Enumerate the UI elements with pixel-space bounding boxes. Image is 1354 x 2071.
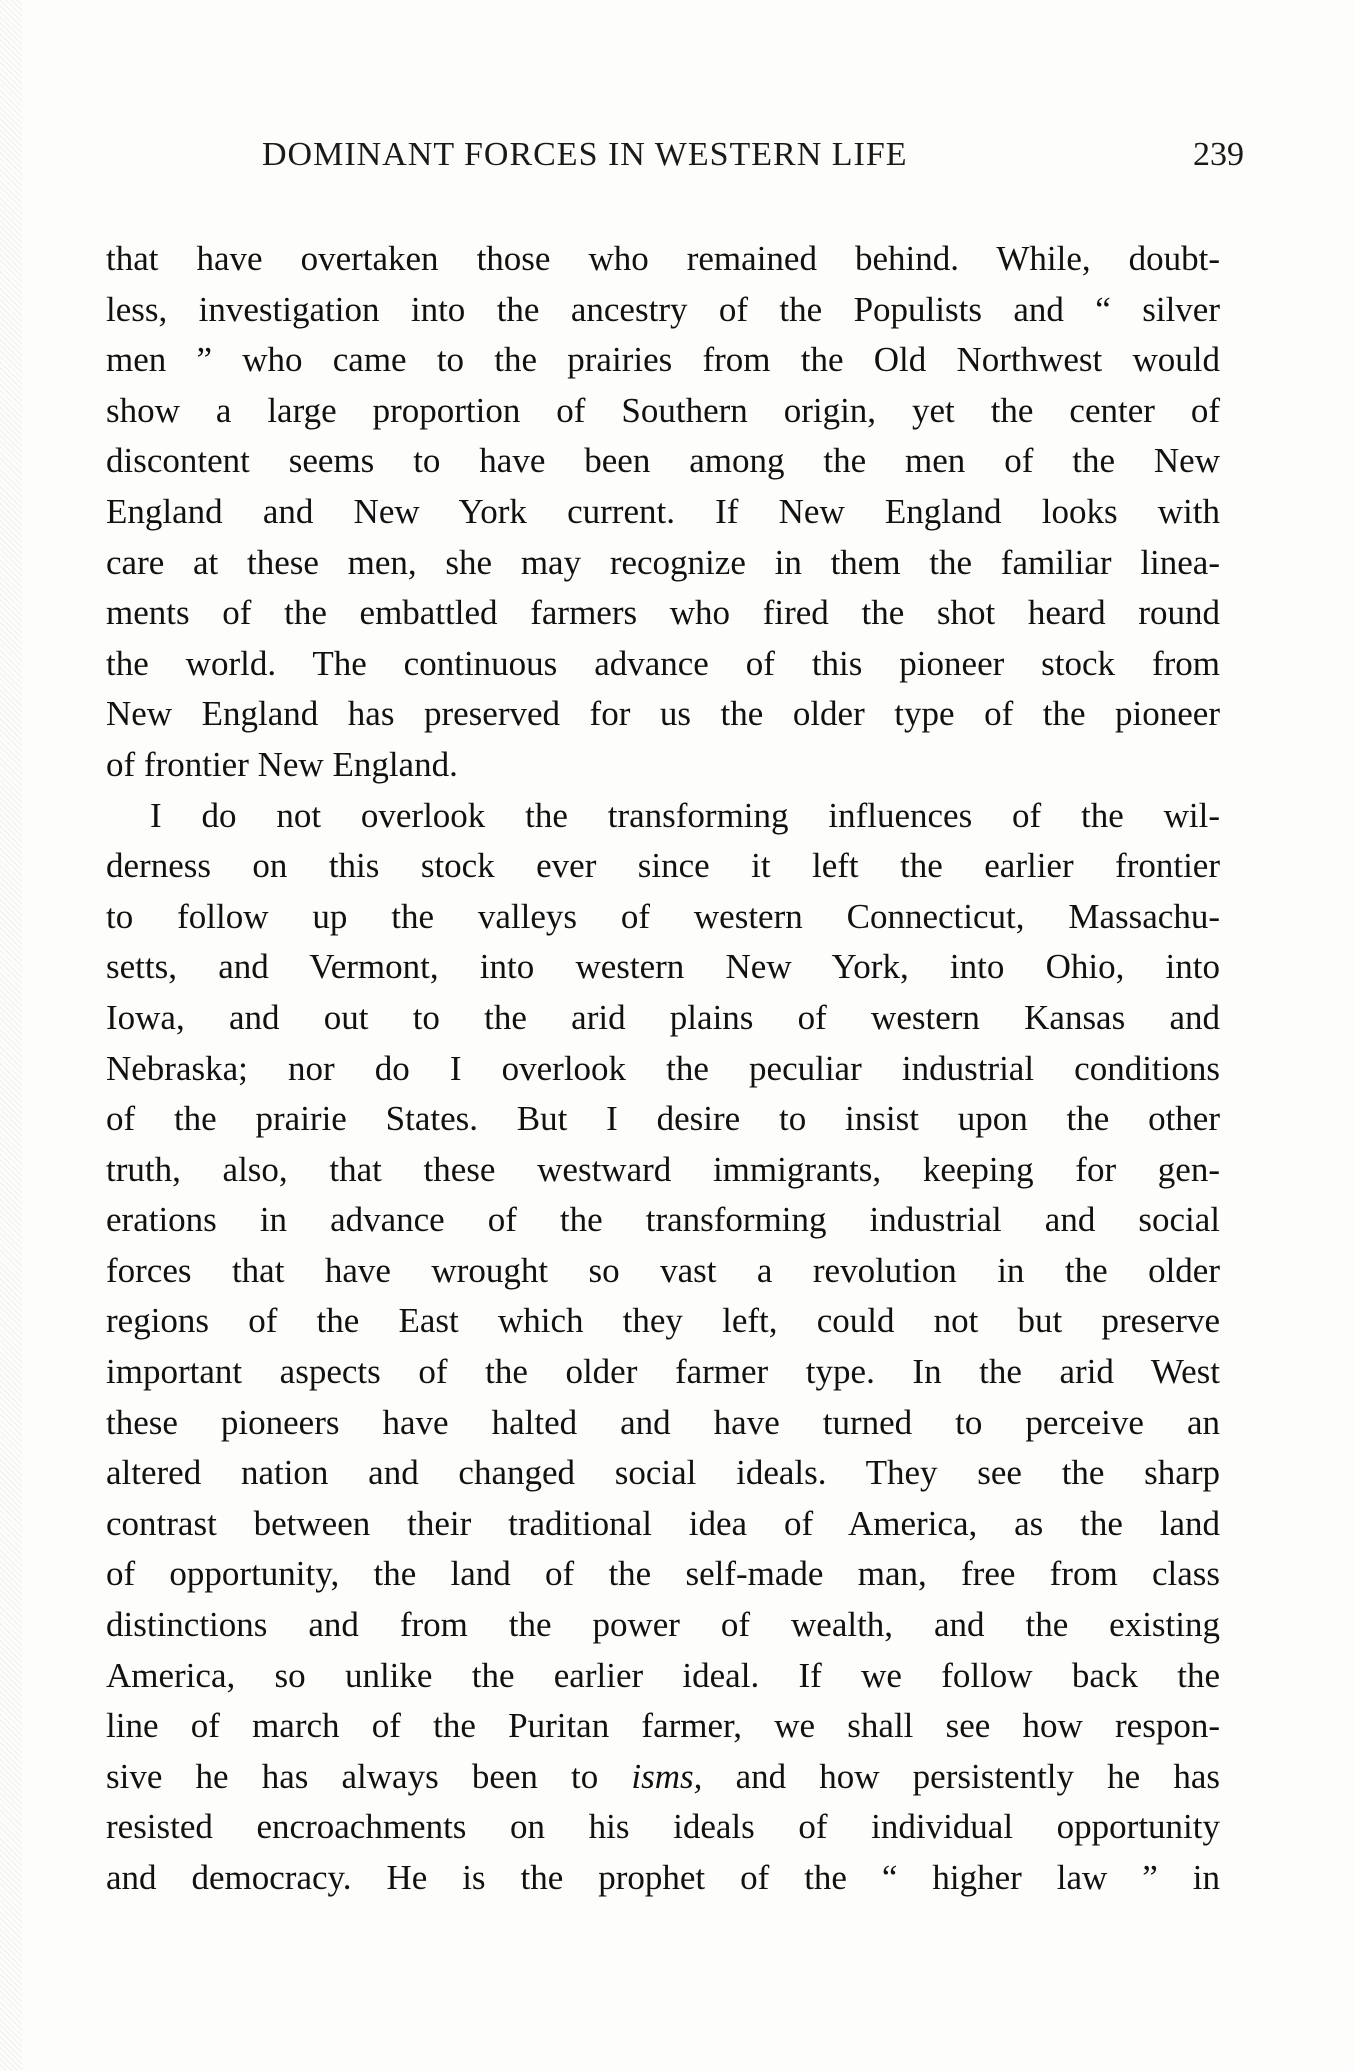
text-line: show a large proportion of Southern origin, yet the center of bbox=[106, 390, 1220, 430]
page-number: 239 bbox=[1193, 136, 1244, 173]
text-line: of frontier New England. bbox=[106, 744, 458, 784]
text-line: contrast between their traditional idea of America, as the land bbox=[106, 1503, 1220, 1543]
text-line: ments of the embattled farmers who fired the shot heard round bbox=[106, 593, 1220, 633]
text-line: important aspects of the older farmer type. In the arid West bbox=[106, 1352, 1220, 1392]
text-line: of opportunity, the land of the self-made man, free from class bbox=[106, 1554, 1220, 1594]
text-line: Iowa, and out to the arid plains of western Kansas and bbox=[106, 997, 1220, 1037]
text-line: that have overtaken those who remained behind. While, doubt- bbox=[106, 239, 1220, 278]
text-line: regions of the East which they left, could not but preserve bbox=[106, 1301, 1220, 1341]
text-line: men ” who came to the prairies from the Old Northwest would bbox=[106, 340, 1220, 380]
text-line: altered nation and changed social ideals. They see the sharp bbox=[106, 1453, 1220, 1493]
text-line: truth, also, that these westward immigrants, keeping for gen- bbox=[106, 1149, 1220, 1189]
text-line: the world. The continuous advance of this pioneer stock from bbox=[106, 643, 1220, 683]
text-line: America, so unlike the earlier ideal. If we follow back the bbox=[106, 1655, 1220, 1695]
text-line: I do not overlook the transforming influences of the wil- bbox=[150, 795, 1220, 835]
text-line: distinctions and from the power of wealth, and the existing bbox=[106, 1605, 1220, 1645]
text-line: discontent seems to have been among the men of the New bbox=[106, 441, 1220, 481]
text-fragment: and how persistently he has bbox=[735, 1756, 1221, 1796]
text-line: care at these men, she may recognize in them the familiar linea- bbox=[106, 542, 1220, 582]
text-line: and democracy. He is the prophet of the “ higher law ” in bbox=[106, 1858, 1220, 1897]
text-fragment: sive he has always been to bbox=[106, 1756, 599, 1796]
text-line bbox=[106, 1752, 1220, 1803]
text-line: derness on this stock ever since it left the earlier frontier bbox=[106, 846, 1220, 886]
text-line: to follow up the valleys of western Connecticut, Massachu- bbox=[106, 896, 1220, 936]
italic-word: isms, bbox=[631, 1756, 703, 1796]
text-line: setts, and Vermont, into western New York, into Ohio, into bbox=[106, 947, 1220, 987]
text-line: these pioneers have halted and have turned to perceive an bbox=[106, 1402, 1220, 1442]
text-line: forces that have wrought so vast a revolution in the older bbox=[106, 1250, 1220, 1290]
text-line: Nebraska; nor do I overlook the peculiar industrial conditions bbox=[106, 1048, 1220, 1088]
text-line: New England has preserved for us the older type of the pioneer bbox=[106, 694, 1220, 734]
text-line: resisted encroachments on his ideals of individual opportunity bbox=[106, 1807, 1220, 1847]
text-line: erations in advance of the transforming industrial and social bbox=[106, 1200, 1220, 1240]
running-head-title: DOMINANT FORCES IN WESTERN LIFE bbox=[262, 136, 908, 173]
text-line: of the prairie States. But I desire to insist upon the other bbox=[106, 1099, 1220, 1139]
body-text bbox=[106, 234, 1220, 1904]
scan-edge-texture bbox=[0, 0, 22, 2071]
text-line: England and New York current. If New England looks with bbox=[106, 491, 1220, 531]
running-head bbox=[262, 136, 1244, 186]
text-line: line of march of the Puritan farmer, we shall see how respon- bbox=[106, 1706, 1220, 1746]
text-line: less, investigation into the ancestry of the Populists and “ silver bbox=[106, 289, 1220, 329]
